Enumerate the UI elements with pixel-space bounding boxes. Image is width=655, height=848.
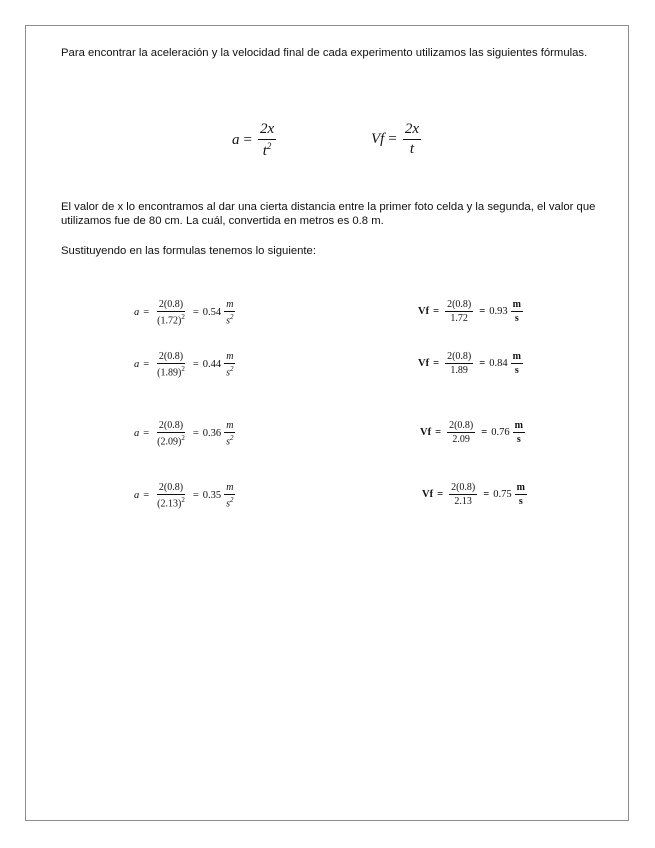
denominator: 2.09 bbox=[452, 434, 470, 445]
unit-denominator bbox=[224, 433, 235, 447]
denominator bbox=[155, 312, 187, 326]
velocity-fraction bbox=[403, 121, 421, 158]
result-value: 0.44 bbox=[202, 359, 222, 371]
velocity-result-1 bbox=[418, 299, 525, 324]
unit-meter: m bbox=[226, 299, 234, 310]
denominator: 1.89 bbox=[450, 365, 468, 376]
unit-denominator bbox=[224, 364, 235, 378]
unit-meter: m bbox=[512, 299, 521, 310]
time-symbol: t bbox=[262, 143, 267, 159]
exponent: 2 bbox=[181, 313, 185, 321]
unit-second: s bbox=[514, 365, 519, 376]
denominator-value: (1.72) bbox=[157, 315, 182, 327]
accel-fraction bbox=[258, 121, 276, 160]
unit-denominator bbox=[224, 312, 235, 326]
equals-sign: = bbox=[479, 306, 486, 317]
intro-paragraph: Para encontrar la aceleración y la velocidad final de cada experimento utilizamos las siguientes fórmulas. bbox=[61, 47, 588, 59]
denominator-value: (1.89) bbox=[157, 367, 182, 379]
unit-second: s bbox=[226, 436, 231, 448]
result-value: 0.93 bbox=[489, 306, 508, 317]
exponent: 2 bbox=[230, 313, 234, 321]
exponent: 2 bbox=[230, 434, 234, 442]
unit-second: s bbox=[518, 496, 523, 507]
unit-second: s bbox=[226, 315, 231, 327]
explanation-paragraph: El valor de x lo encontramos al dar una cierta distancia entre la primer foto celda y la segunda, el valor que utilizamos fue de 80 cm. La cuál, convertida en metros es 0.8 m. bbox=[61, 201, 596, 227]
equals-sign: = bbox=[143, 428, 150, 440]
denominator-value: (2.09) bbox=[157, 436, 182, 448]
velocity-denominator: t bbox=[409, 141, 414, 157]
result-value: 0.35 bbox=[202, 490, 222, 502]
equals-sign: = bbox=[433, 306, 440, 317]
accel-denominator bbox=[261, 140, 274, 160]
unit-meter: m bbox=[226, 420, 234, 431]
equals-sign: = bbox=[192, 359, 199, 371]
equals-sign: = bbox=[143, 490, 150, 502]
equals-sign: = bbox=[435, 427, 442, 438]
equals-sign: = bbox=[388, 131, 397, 147]
accel-symbol: a bbox=[134, 428, 140, 440]
velocity-symbol: Vf bbox=[420, 427, 432, 438]
accel-result-4 bbox=[134, 482, 238, 509]
velocity-symbol: Vf bbox=[418, 358, 430, 369]
numerator: 2(0.8) bbox=[158, 420, 184, 431]
denominator bbox=[155, 495, 187, 509]
velocity-symbol: Vf bbox=[418, 306, 430, 317]
numerator: 2(0.8) bbox=[158, 299, 184, 310]
result-value: 0.75 bbox=[493, 489, 512, 500]
denominator bbox=[155, 433, 187, 447]
exponent: 2 bbox=[181, 434, 185, 442]
unit-second: s bbox=[516, 434, 521, 445]
accel-result-2 bbox=[134, 351, 238, 378]
velocity-result-3 bbox=[420, 420, 527, 445]
numerator: 2(0.8) bbox=[449, 420, 474, 431]
equals-sign: = bbox=[481, 427, 488, 438]
exponent: 2 bbox=[181, 496, 185, 504]
result-value: 0.76 bbox=[491, 427, 510, 438]
accel-numerator: 2x bbox=[258, 121, 276, 140]
unit-second: s bbox=[226, 498, 231, 510]
unit-meter: m bbox=[514, 420, 523, 431]
velocity-numerator: 2x bbox=[403, 121, 421, 140]
unit-meter: m bbox=[512, 351, 521, 362]
unit-meter: m bbox=[226, 351, 234, 362]
numerator: 2(0.8) bbox=[447, 351, 472, 362]
unit-second: s bbox=[226, 367, 231, 379]
unit-meter: m bbox=[516, 482, 525, 493]
velocity-symbol: Vf bbox=[422, 489, 434, 500]
equals-sign: = bbox=[192, 490, 199, 502]
velocity-symbol: Vf bbox=[371, 131, 385, 147]
unit-meter: m bbox=[226, 482, 234, 493]
result-value: 0.36 bbox=[202, 428, 222, 440]
numerator: 2(0.8) bbox=[451, 482, 476, 493]
result-value: 0.54 bbox=[202, 307, 222, 319]
numerator: 2(0.8) bbox=[158, 482, 184, 493]
velocity-result-2 bbox=[418, 351, 525, 376]
equals-sign: = bbox=[433, 358, 440, 369]
substitution-intro: Sustituyendo en las formulas tenemos lo siguiente: bbox=[61, 245, 316, 257]
unit-denominator bbox=[224, 495, 235, 509]
unit-second: s bbox=[514, 313, 519, 324]
exponent: 2 bbox=[230, 496, 234, 504]
denominator-value: (2.13) bbox=[157, 498, 182, 510]
accel-symbol: a bbox=[134, 359, 140, 371]
equals-sign: = bbox=[143, 307, 150, 319]
exponent: 2 bbox=[266, 141, 272, 151]
exponent: 2 bbox=[230, 365, 234, 373]
equals-sign: = bbox=[143, 359, 150, 371]
denominator: 2.13 bbox=[454, 496, 472, 507]
numerator: 2(0.8) bbox=[158, 351, 184, 362]
accel-symbol: a bbox=[134, 307, 140, 319]
equals-sign: = bbox=[437, 489, 444, 500]
result-value: 0.84 bbox=[489, 358, 508, 369]
equals-sign: = bbox=[192, 428, 199, 440]
denominator bbox=[155, 364, 187, 378]
velocity-result-4 bbox=[422, 482, 529, 507]
accel-symbol: a bbox=[134, 490, 140, 502]
equals-sign: = bbox=[243, 132, 252, 148]
accel-result-1 bbox=[134, 299, 238, 326]
velocity-formula bbox=[371, 121, 423, 158]
exponent: 2 bbox=[181, 365, 185, 373]
equals-sign: = bbox=[479, 358, 486, 369]
equals-sign: = bbox=[483, 489, 490, 500]
numerator: 2(0.8) bbox=[447, 299, 472, 310]
accel-symbol: a bbox=[232, 132, 240, 148]
acceleration-formula bbox=[232, 121, 278, 160]
denominator: 1.72 bbox=[450, 313, 468, 324]
document-page bbox=[25, 25, 629, 821]
accel-result-3 bbox=[134, 420, 238, 447]
equals-sign: = bbox=[192, 307, 199, 319]
